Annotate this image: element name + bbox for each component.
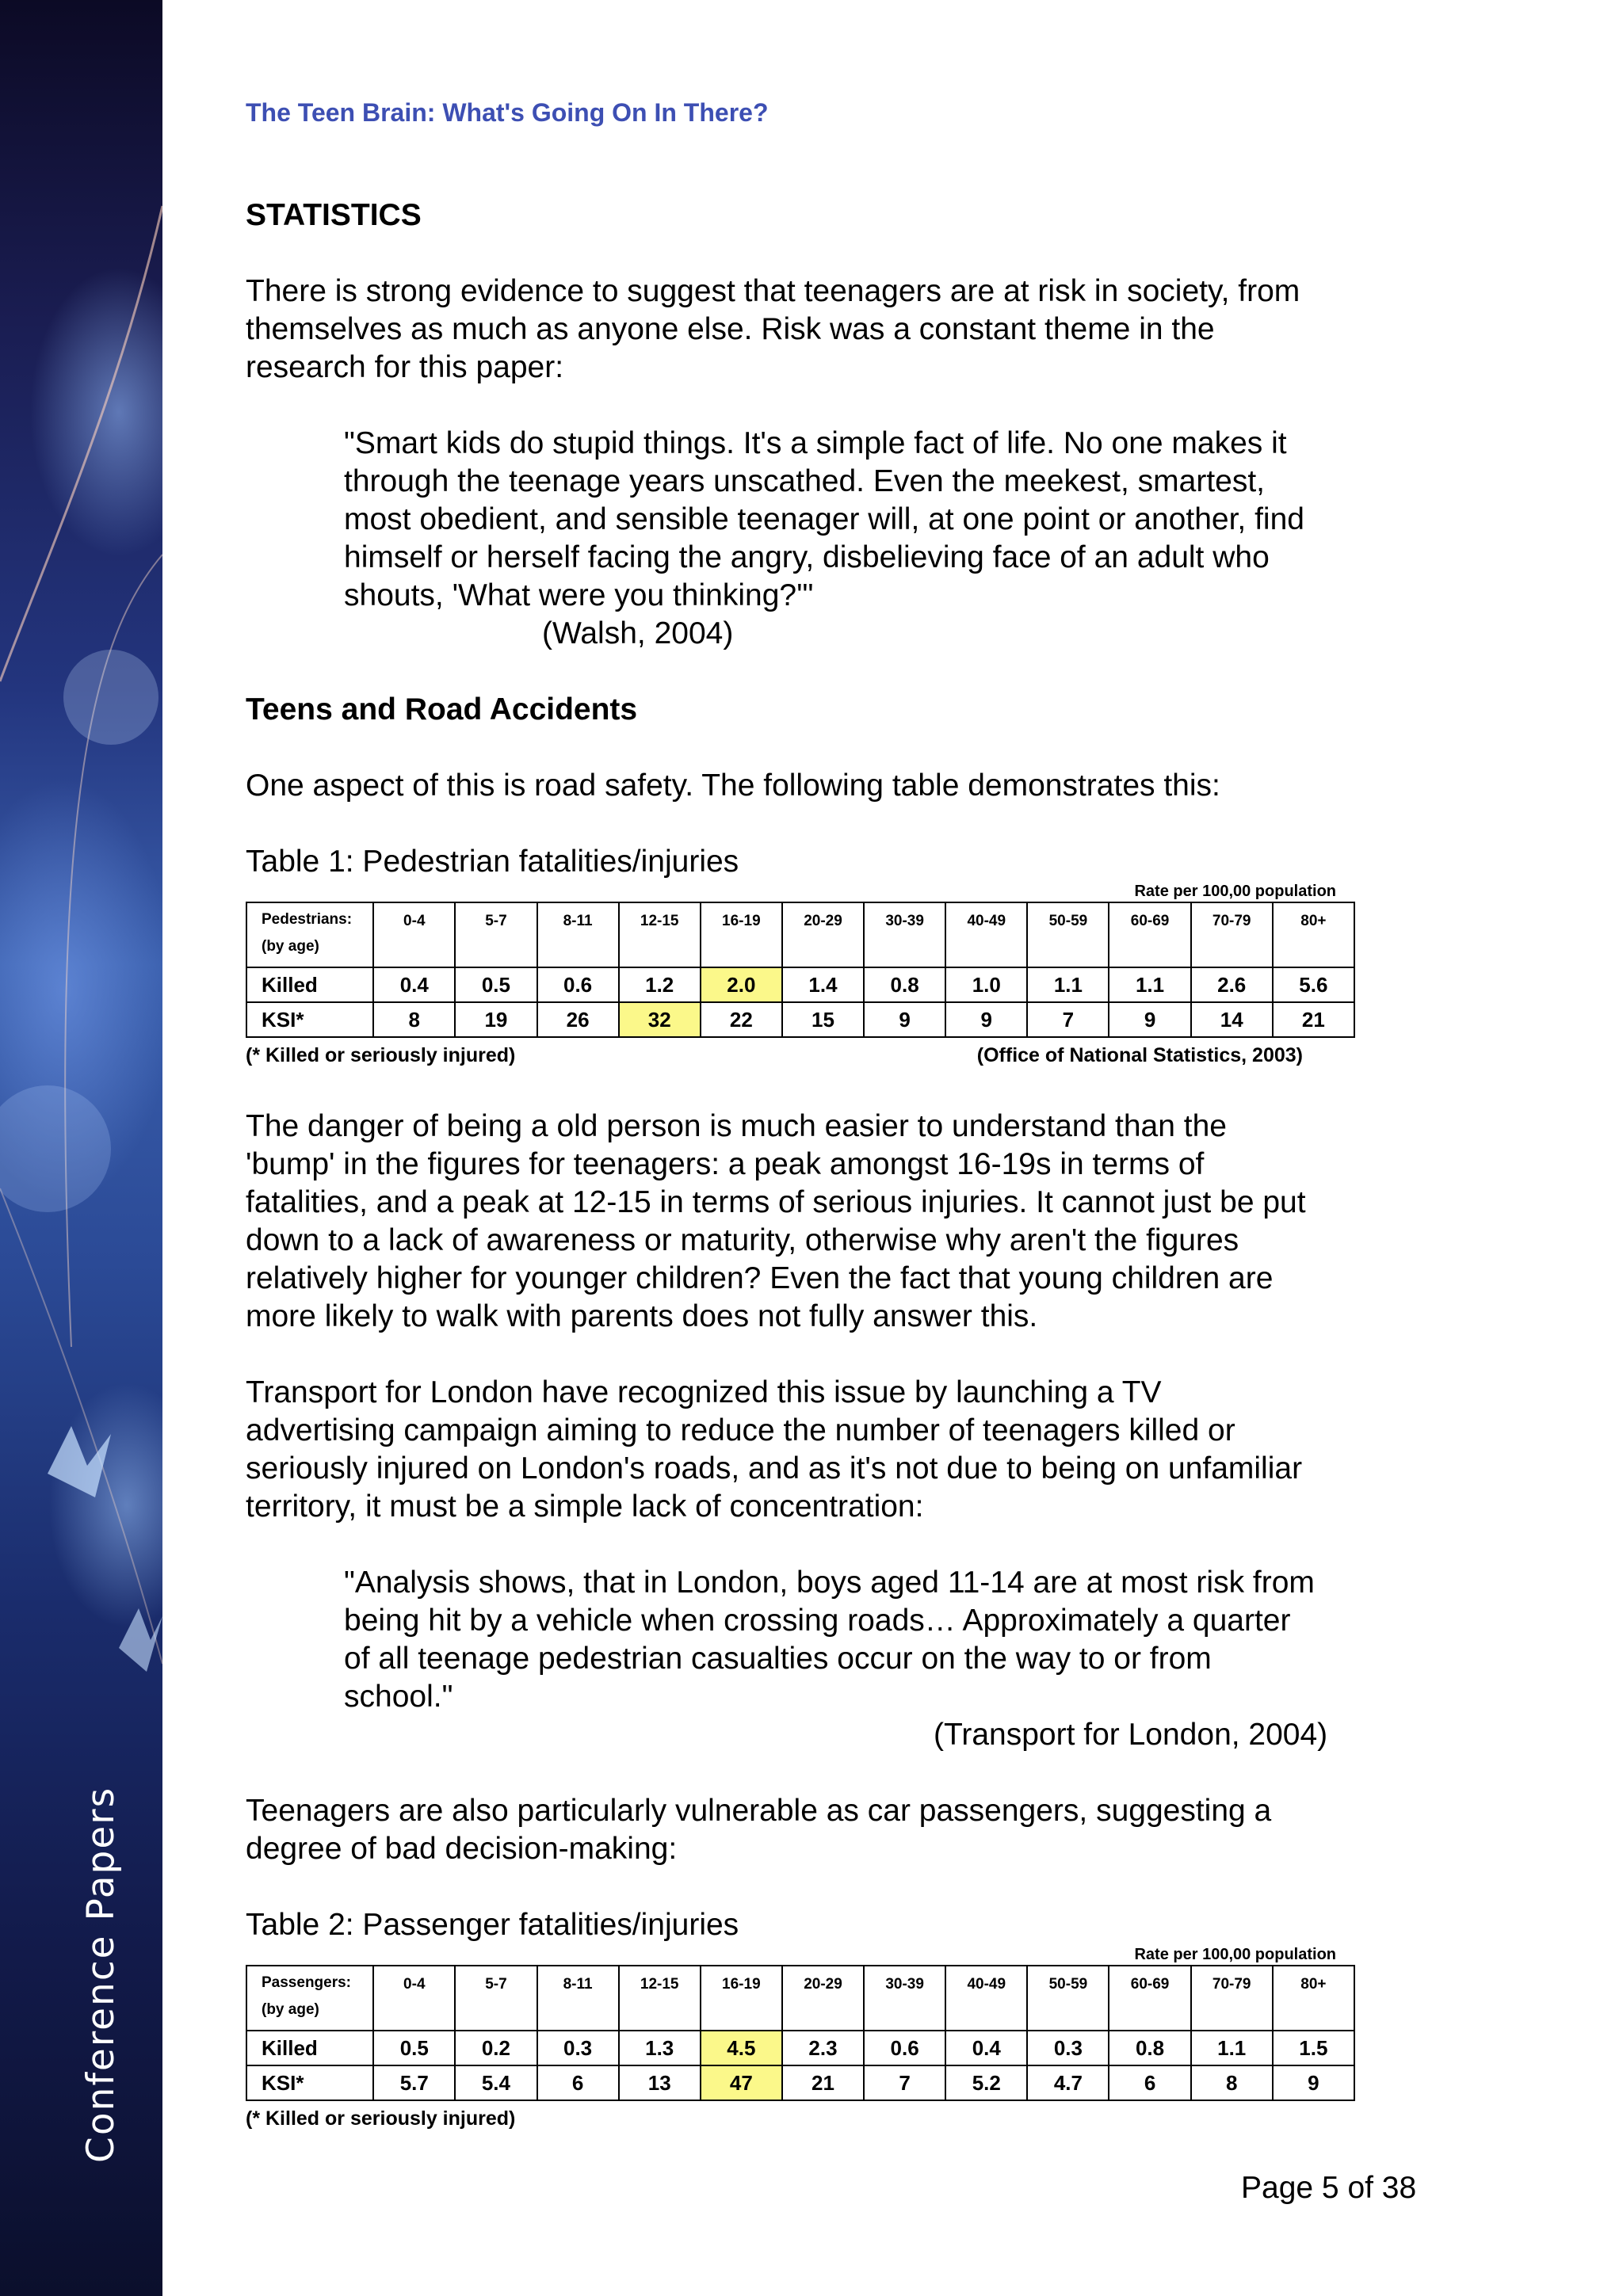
table-cell: 0.5 <box>455 967 537 1002</box>
table2-caption: Table 2: Passenger fatalities/injuries <box>246 1908 739 1942</box>
table2-rate-note: Rate per 100,00 population <box>1134 1946 1336 1963</box>
table1-header-row <box>246 902 1354 967</box>
table1-footer <box>246 1038 1303 1073</box>
table-cell-highlighted: 32 <box>619 1002 701 1037</box>
table-cell: 2.3 <box>782 2031 864 2065</box>
table-cell: 1.1 <box>1191 2031 1273 2065</box>
table1-age-header: 12-15 <box>619 902 701 967</box>
table2-age-header: 70-79 <box>1191 1966 1273 2031</box>
table-cell-highlighted: 2.0 <box>701 967 782 1002</box>
table-cell: 6 <box>537 2065 619 2100</box>
table-cell-highlighted: 47 <box>701 2065 782 2100</box>
table-cell: 1.1 <box>1109 967 1190 1002</box>
table2-age-header: 40-49 <box>945 1966 1027 2031</box>
table2-age-header: 80+ <box>1273 1966 1354 2031</box>
decorative-sidebar <box>0 0 162 2296</box>
page-number: Page 5 of 38 <box>1241 2171 1417 2205</box>
table2-row-header: Passengers: (by age) <box>246 1966 373 2031</box>
table1-grid <box>246 902 1355 1038</box>
table1-age-header: 80+ <box>1273 902 1354 967</box>
table1-age-header: 8-11 <box>537 902 619 967</box>
table-cell: 9 <box>1109 1002 1190 1037</box>
table1-age-header: 16-19 <box>701 902 782 967</box>
table-cell: 5.7 <box>373 2065 455 2100</box>
row-label: KSI* <box>246 1002 373 1037</box>
table-cell: 14 <box>1191 1002 1273 1037</box>
table-cell: 0.8 <box>1109 2031 1190 2065</box>
table1-age-header: 5-7 <box>455 902 537 967</box>
table-cell: 5.2 <box>945 2065 1027 2100</box>
table-cell: 21 <box>1273 1002 1354 1037</box>
table-cell: 9 <box>1273 2065 1354 2100</box>
table-cell: 0.6 <box>537 967 619 1002</box>
table-cell: 5.6 <box>1273 967 1354 1002</box>
table-cell: 6 <box>1109 2065 1190 2100</box>
table2-age-header: 50-59 <box>1027 1966 1109 2031</box>
table-cell: 0.3 <box>537 2031 619 2065</box>
table-cell: 0.5 <box>373 2031 455 2065</box>
road-safety-intro: One aspect of this is road safety. The following table demonstrates this: <box>246 769 1220 803</box>
table-cell: 9 <box>864 1002 945 1037</box>
table2-age-header: 0-4 <box>373 1966 455 2031</box>
quote-walsh: "Smart kids do stupid things. It's a simple fact of life. No one makes it through the teenage years unscathed. Even the meekest, smartest, most obedient, and sensible teenager will, at one point or another, find himself or herself facing the angry, disbelieving face of an adult who shouts, 'What were you thinking?'" <box>344 426 1304 612</box>
table2-row-killed <box>246 2031 1354 2065</box>
danger-paragraph: The danger of being a old person is much easier to understand than the 'bump' in the figures for teenagers: a peak amongst 16-19s in terms of fatalities, and a peak at 12-15 in terms of serious injuries. It cannot just be put down to a lack of awareness or maturity, otherwise why aren't the figures relatively higher for younger children? Even the fact that young children are more likely to walk with parents does not fully answer this. <box>246 1109 1306 1333</box>
table1 <box>246 881 1395 1073</box>
table2-age-header: 8-11 <box>537 1966 619 2031</box>
table-cell: 0.2 <box>455 2031 537 2065</box>
table1-source: (Office of National Statistics, 2003) <box>976 1044 1303 1066</box>
table1-age-header: 30-39 <box>864 902 945 967</box>
table2-age-header: 12-15 <box>619 1966 701 2031</box>
subheading: Teens and Road Accidents <box>246 692 638 727</box>
table-cell: 26 <box>537 1002 619 1037</box>
table2-age-header: 20-29 <box>782 1966 864 2031</box>
table-cell: 2.6 <box>1191 967 1273 1002</box>
quote-tfl: "Analysis shows, that in London, boys aged 11-14 are at most risk from being hit by a vehicle when crossing roads… Approximately a quarter of all teenage pedestrian casualties occur on the way to or from school." <box>344 1566 1315 1714</box>
table2-age-header: 16-19 <box>701 1966 782 2031</box>
table-cell: 13 <box>619 2065 701 2100</box>
table-cell: 4.7 <box>1027 2065 1109 2100</box>
table-cell: 1.1 <box>1027 967 1109 1002</box>
row-label: Killed <box>246 2031 373 2065</box>
table1-age-header: 40-49 <box>945 902 1027 967</box>
sidebar-label: Conference Papers <box>79 1786 123 2163</box>
table1-footnote: (* Killed or seriously injured) <box>246 1044 516 1066</box>
table2-age-header: 5-7 <box>455 1966 537 2031</box>
table-cell: 1.5 <box>1273 2031 1354 2065</box>
table2 <box>246 1944 1395 2136</box>
table1-row-killed <box>246 967 1354 1002</box>
table-cell: 1.2 <box>619 967 701 1002</box>
table-cell: 1.4 <box>782 967 864 1002</box>
table-cell-highlighted: 4.5 <box>701 2031 782 2065</box>
table-cell: 1.0 <box>945 967 1027 1002</box>
quote-tfl-citation: (Transport for London, 2004) <box>934 1718 1328 1752</box>
table2-age-header: 30-39 <box>864 1966 945 2031</box>
table-cell: 0.4 <box>373 967 455 1002</box>
table-cell: 0.3 <box>1027 2031 1109 2065</box>
table1-age-header: 0-4 <box>373 902 455 967</box>
table2-age-header: 60-69 <box>1109 1966 1190 2031</box>
table2-row-ksi <box>246 2065 1354 2100</box>
butterfly-icon <box>48 1426 111 1497</box>
quote-citation: (Walsh, 2004) <box>542 616 734 650</box>
table1-age-header: 50-59 <box>1027 902 1109 967</box>
running-header: The Teen Brain: What's Going On In There? <box>246 98 769 127</box>
table-cell: 22 <box>701 1002 782 1037</box>
table-cell: 19 <box>455 1002 537 1037</box>
table2-grid <box>246 1965 1355 2101</box>
table-cell: 0.6 <box>864 2031 945 2065</box>
table1-caption: Table 1: Pedestrian fatalities/injuries <box>246 845 739 879</box>
table-cell: 0.8 <box>864 967 945 1002</box>
table1-rate-note: Rate per 100,00 population <box>1134 883 1336 900</box>
page-content <box>246 196 1395 2136</box>
table-cell: 0.4 <box>945 2031 1027 2065</box>
section-heading: STATISTICS <box>246 198 422 232</box>
tfl-paragraph: Transport for London have recognized this issue by launching a TV advertising campaign aiming to reduce the number of teenagers killed or seriously injured on London's roads, and as it's not due to being on unfamiliar territory, it must be a simple lack of concentration: <box>246 1375 1303 1524</box>
row-label: KSI* <box>246 2065 373 2100</box>
table-cell: 8 <box>373 1002 455 1037</box>
table-cell: 21 <box>782 2065 864 2100</box>
table-cell: 1.3 <box>619 2031 701 2065</box>
table-cell: 7 <box>1027 1002 1109 1037</box>
table-cell: 8 <box>1191 2065 1273 2100</box>
table2-footnote: (* Killed or seriously injured) <box>246 2107 516 2130</box>
table-cell: 9 <box>945 1002 1027 1037</box>
table1-row-header: Pedestrians: (by age) <box>246 902 373 967</box>
passenger-paragraph: Teenagers are also particularly vulnerable as car passengers, suggesting a degree of bad decision-making: <box>246 1794 1272 1866</box>
table1-row-ksi <box>246 1002 1354 1037</box>
row-label: Killed <box>246 967 373 1002</box>
table1-age-header: 20-29 <box>782 902 864 967</box>
table2-header-row <box>246 1966 1354 2031</box>
intro-paragraph: There is strong evidence to suggest that teenagers are at risk in society, from themselves as much as anyone else. Risk was a constant theme in the research for this paper: <box>246 274 1300 384</box>
table-cell: 7 <box>864 2065 945 2100</box>
table1-age-header: 70-79 <box>1191 902 1273 967</box>
table2-footer <box>246 2101 1303 2136</box>
table-cell: 15 <box>782 1002 864 1037</box>
table1-age-header: 60-69 <box>1109 902 1190 967</box>
table-cell: 5.4 <box>455 2065 537 2100</box>
